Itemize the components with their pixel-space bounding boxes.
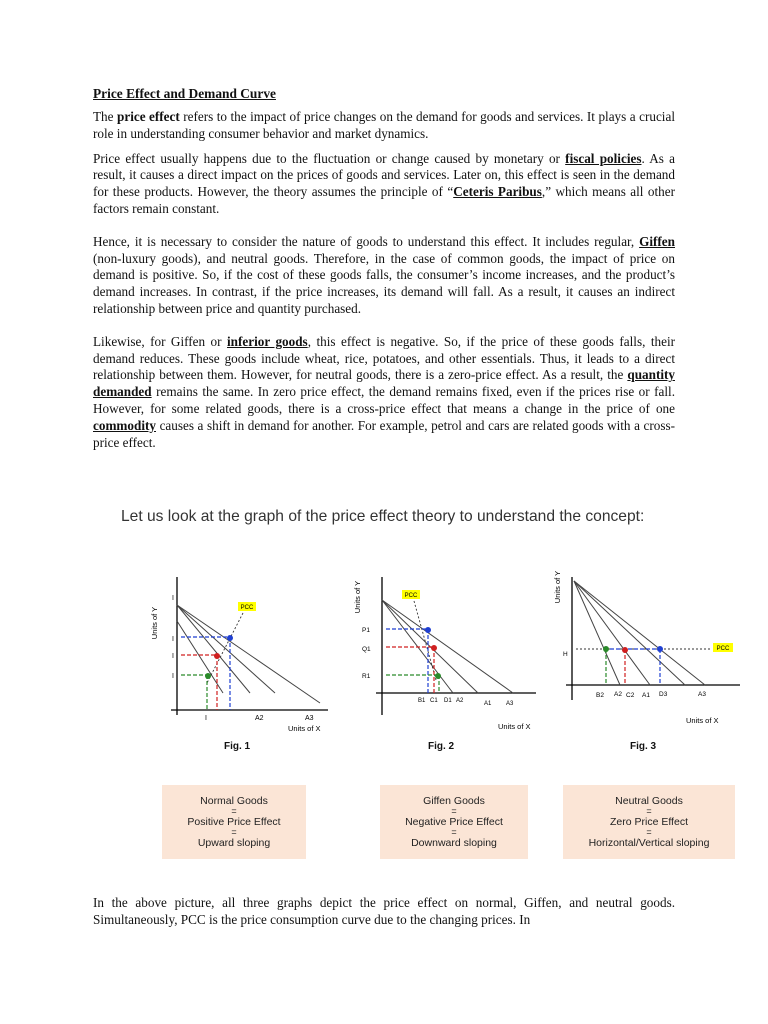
link-inferior-goods[interactable]: inferior goods xyxy=(227,333,308,349)
summary-box-normal-goods xyxy=(162,785,306,859)
equilibrium-point xyxy=(657,646,663,652)
box-equals: = xyxy=(451,827,457,837)
bold-term: price effect xyxy=(117,109,180,124)
box-effect: Zero Price Effect xyxy=(609,816,688,828)
x-tick: A3 xyxy=(506,701,514,707)
budget-line xyxy=(574,581,650,685)
article-body-continued xyxy=(93,895,675,937)
y-tick: R1 xyxy=(362,673,371,680)
text-run: Likewise, for Giffen or xyxy=(93,333,228,349)
paragraph-price-effect xyxy=(93,109,675,143)
box-slope: Upward sloping xyxy=(197,837,271,849)
budget-line xyxy=(574,581,685,685)
x-tick: D1 xyxy=(444,698,452,704)
paragraph-fluctuation xyxy=(93,151,675,218)
box-equals: = xyxy=(646,827,652,837)
graph-caption: Let us look at the graph of the price effect theory to understand the concept: xyxy=(121,508,645,525)
paragraph-nature-of-goods xyxy=(93,234,675,318)
y-tick: I xyxy=(172,595,174,602)
text-run: ,” which means all other factors remain constant. xyxy=(93,184,675,216)
pcc-label: PCC xyxy=(240,605,254,611)
figure-1-graph xyxy=(145,565,335,733)
box-effect: Positive Price Effect xyxy=(187,816,281,828)
x-tick: A3 xyxy=(698,691,706,698)
x-tick: A1 xyxy=(642,692,650,699)
pcc-label: PCC xyxy=(404,593,418,599)
figure-1-label: Fig. 1 xyxy=(224,741,251,752)
text-run: Hence, it is necessary to consider the nature of goods to understand this effect. It includes regular, xyxy=(93,233,640,249)
link-giffen[interactable]: Giffen xyxy=(639,233,675,249)
text-run: , this effect is negative. So, if the price of these goods falls, their demand reduces. These goods include wheat, rice, potatoes, and other essentials. Thus, it leads to a direct relationship between them. However, for neutral goods, there is a zero-price effect. As a result, the xyxy=(93,333,676,383)
x-tick: B2 xyxy=(596,692,604,699)
x-tick: C1 xyxy=(430,698,438,704)
box-heading: Neutral Goods xyxy=(615,795,683,807)
x-tick: I xyxy=(205,715,207,722)
budget-line xyxy=(177,605,250,693)
y-axis-label: Units of Y xyxy=(353,580,362,614)
text-run: remains the same. In zero price effect, the demand remains fixed, even if the prices rise or fall. However, for some related goods, there is a cross-price effect that means a change in the price of one xyxy=(93,384,675,416)
equilibrium-point xyxy=(425,627,431,633)
text-run: Price effect usually happens due to the fluctuation or change caused by monetary or xyxy=(93,150,566,166)
y-axis-label: Units of Y xyxy=(150,606,159,640)
y-tick: H xyxy=(563,651,568,658)
x-axis-label: Units of X xyxy=(288,724,321,733)
summary-box-giffen-goods xyxy=(380,785,528,859)
page-title: Price Effect and Demand Curve xyxy=(93,86,276,101)
figure-1 xyxy=(145,565,335,733)
equilibrium-point xyxy=(435,673,441,679)
x-tick: D3 xyxy=(659,691,668,698)
equilibrium-point xyxy=(603,646,609,652)
figure-3-label: Fig. 3 xyxy=(630,741,657,752)
x-tick: A2 xyxy=(614,691,622,698)
box-effect: Negative Price Effect xyxy=(405,816,503,828)
box-slope: Horizontal/Vertical sloping xyxy=(588,837,710,849)
x-axis-label: Units of X xyxy=(498,722,531,731)
text-run: (non-luxury goods), and neutral goods. Therefore, in the case of common goods, the impact of price on demand is positive. So, if the cost of these goods falls, the consumer’s income increases, and the product’s demand increases. In contrast, if the price increases, its demand will fall. As a result, it causes an indirect relationship between price and quantity purchased. xyxy=(93,250,675,316)
equilibrium-point xyxy=(227,635,233,641)
x-tick: A3 xyxy=(305,715,314,722)
x-tick: A2 xyxy=(255,715,264,722)
equilibrium-point xyxy=(205,673,211,679)
paragraph-summary: In the above picture, all three graphs depict the price effect on normal, Giffen, and neutral goods. Simultaneously, PCC is the price consumption curve due to the changing prices. In xyxy=(93,895,675,927)
x-axis-label: Units of X xyxy=(686,716,719,725)
figure-3-graph xyxy=(550,565,750,725)
text-run: causes a shift in demand for another. For example, petrol and cars are related goods with a cross-price effect. xyxy=(93,417,675,450)
budget-line xyxy=(574,581,620,685)
x-tick: B1 xyxy=(418,698,426,704)
box-equals: = xyxy=(646,806,652,816)
article-body xyxy=(93,86,675,459)
link-quantity-demanded[interactable]: quantity demanded xyxy=(93,367,675,400)
y-tick: I xyxy=(172,673,174,680)
text-run: refers to the impact of price changes on the demand for goods and services. It plays a crucial role in understanding consumer behavior and market dynamics. xyxy=(93,109,675,141)
budget-line xyxy=(574,581,705,685)
y-tick: I xyxy=(172,653,174,660)
figure-2-label: Fig. 2 xyxy=(428,741,455,752)
pcc-curve xyxy=(414,601,436,680)
link-ceteris-paribus[interactable]: Ceteris Paribus xyxy=(453,184,542,200)
x-tick: A2 xyxy=(456,698,464,704)
box-equals: = xyxy=(231,827,237,837)
summary-box-neutral-goods xyxy=(563,785,735,859)
box-slope: Downward sloping xyxy=(411,837,497,849)
x-tick: C2 xyxy=(626,692,635,699)
equilibrium-point xyxy=(431,645,437,651)
equilibrium-point xyxy=(214,653,220,659)
figure-3 xyxy=(550,565,750,730)
y-tick: I xyxy=(172,636,174,643)
box-equals: = xyxy=(231,806,237,816)
box-heading: Giffen Goods xyxy=(423,795,485,807)
y-axis-label: Units of Y xyxy=(553,570,562,604)
link-commodity[interactable]: commodity xyxy=(93,417,156,433)
y-tick: Q1 xyxy=(362,646,371,653)
budget-line xyxy=(177,605,275,693)
text-run: . As a result, it causes a direct impact on the prices of goods and services. Later on, this effect is seen in the demand for these products. However, the theory assumes the principle of “ xyxy=(93,150,676,200)
equilibrium-point xyxy=(622,647,628,653)
box-equals: = xyxy=(451,806,457,816)
figure-2-graph xyxy=(348,565,548,731)
link-fiscal-policies[interactable]: fiscal policies xyxy=(565,150,642,166)
x-tick: A1 xyxy=(484,701,492,707)
box-heading: Normal Goods xyxy=(200,795,268,807)
pcc-label: PCC xyxy=(716,646,730,652)
y-tick: P1 xyxy=(362,627,370,634)
figure-2 xyxy=(348,565,548,730)
text-run: The xyxy=(93,109,117,124)
paragraph-giffen-inferior xyxy=(93,334,675,452)
